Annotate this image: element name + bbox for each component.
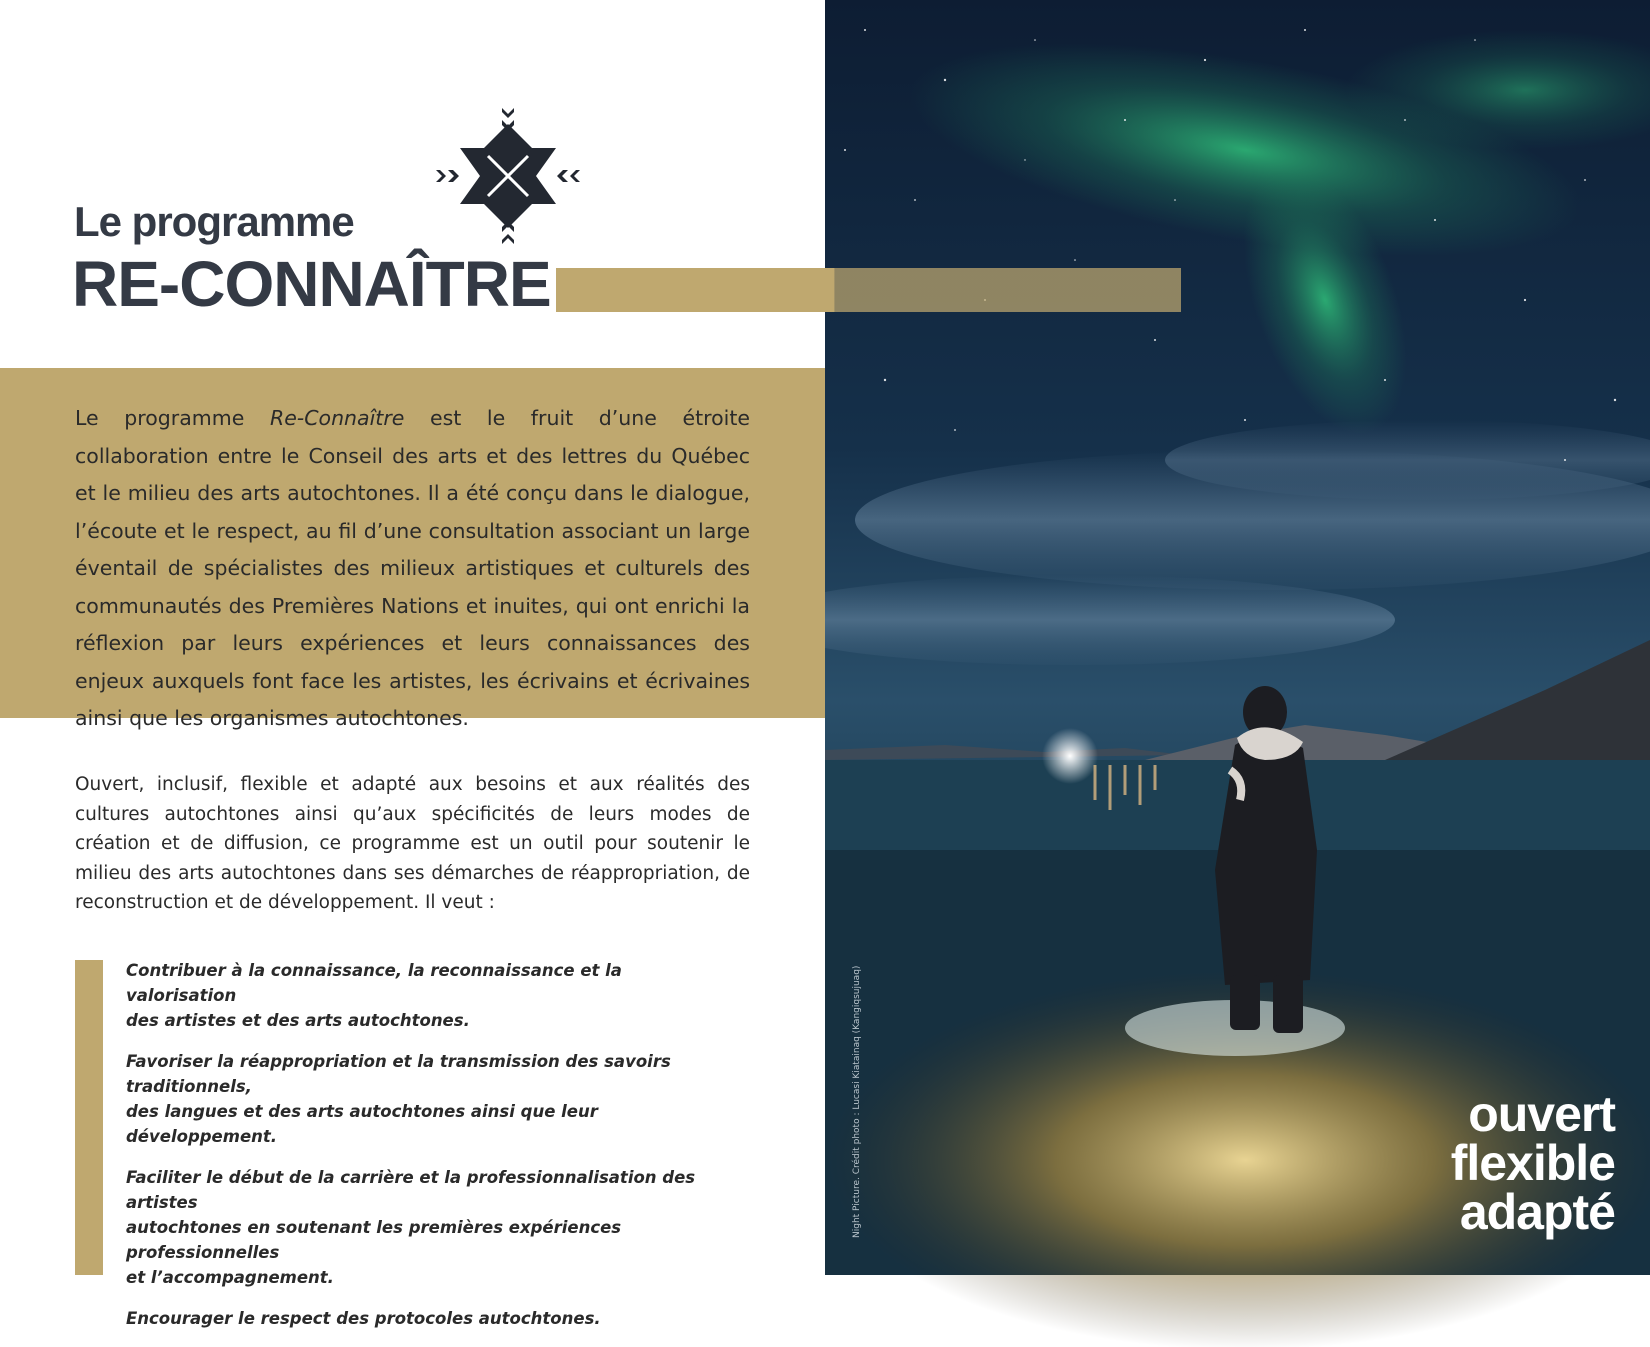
tagline-word: flexible xyxy=(1450,1135,1615,1191)
intro-part1: Le programme xyxy=(75,406,270,430)
goals-list xyxy=(126,958,726,1347)
intro-part2: est le fruit d’une étroite collaboration entre le Conseil des arts et des lettres du Québec et le milieu des arts autochtones. Il a été conçu dans le dialogue, l’écoute et le respect, au fil d’une consultation associant un large éventail de spécialistes des milieux artistiques et culturels des communautés des Premières Nations et inuites, qui ont enrichi la réflexion par leurs expériences et leurs connaissances des enjeux auxquels font face les artistes, les écrivains et écrivaines ainsi que les organismes autochtones. xyxy=(75,406,751,730)
intro-program-name: Re-Connaître xyxy=(269,406,405,430)
title-big: RE-CONNAÎTRE xyxy=(72,248,551,320)
tagline xyxy=(1450,1086,1615,1240)
body-paragraph: Ouvert, inclusif, flexible et adapté aux besoins et aux réalités des cultures autochtones ainsi qu’aux spécificités de leurs modes de création et de diffusion, ce programme est un outil pour soutenir le milieu des arts autochtones dans ses démarches de réappropriation, de reconstruction et de développement. Il veut : xyxy=(75,774,750,913)
goal-item: Contribuer à la connaissance, la reconnaissance et la valorisation des artistes et des arts autochtones. xyxy=(126,961,622,1030)
photo-credit: Night Picture. Crédit photo : Lucasi Kiatainaq (Kangiqsujuaq) xyxy=(852,965,862,1238)
goal-item: Faciliter le début de la carrière et la professionnalisation des artistes autochtones en soutenant les premières expériences professionnelles et l’accompagnement. xyxy=(126,1168,696,1287)
aurora-photo xyxy=(825,0,1650,1275)
goal-item: Favoriser la réappropriation et la transmission des savoirs traditionnels, des langues et des arts autochtones ainsi que leur développement. xyxy=(126,1052,671,1146)
intro-paragraph xyxy=(75,400,750,738)
goals-accent-bar xyxy=(75,960,103,1275)
tagline-word: adapté xyxy=(1459,1184,1615,1240)
goal-item: Encourager le respect des protocoles autochtones. xyxy=(126,1309,601,1328)
gold-accent-bar xyxy=(556,268,1181,312)
title-small: Le programme xyxy=(74,198,354,245)
tagline-word: ouvert xyxy=(1468,1086,1615,1142)
four-point-star-emblem-icon xyxy=(436,104,580,248)
